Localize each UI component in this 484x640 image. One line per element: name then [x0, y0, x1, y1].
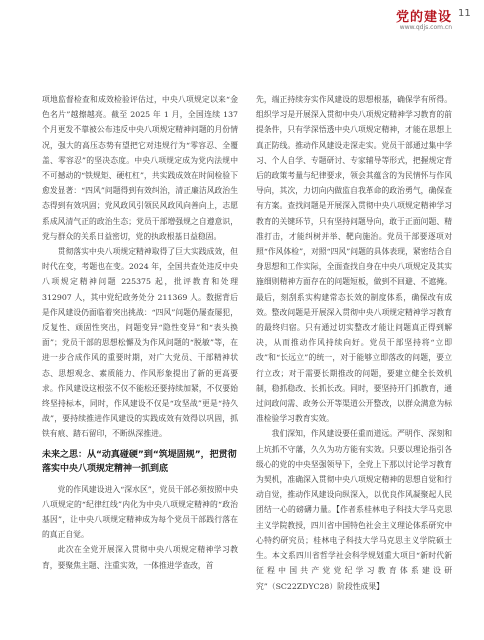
body-paragraph: 党的作风建设进入“深水区”，党员干部必须按照中央八项规定的“纪律红线”内化为中央八项规定精神的“政治基因”，让中央八项规定精神成为每个党员干部践行落在的真正自觉。 — [42, 484, 238, 540]
magazine-url: www.qdjs.com.cn — [399, 24, 452, 31]
page-number: 11 — [458, 8, 471, 19]
body-paragraph: 项地监督检查和成效检验评估过，中央八项规定以来“金色名片”越擦越亮。截至 2025 年 1 月，全国连续 137 个月更发不靠被公布违反中央八项规定精神问题的月份情况，强大的高压态势有望把它对违规行为“零容忍、全覆盖、零容忍”的坚决态度。中央八项规定成为党内法规中不可撼动的“铁规矩、硬杠杠”，共实践成效在时间检验下愈发显著：“四风”问题得到有效纠治，清正廉洁风政治生态得到有效巩固；党风政风引领民风政风向善向上，志愿系成风清气正的政治生态；党员干部增强规之自遵意识，党与群众的关系日益密切，党的执政根基日益稳固。 — [42, 95, 238, 241]
body-paragraph: 贯彻落实中央八项规定精神取得了巨大实践成效，但时代在变，考题也在变。2024 年，全国共查处违反中央八项规定精神问题 225375 起，批评教育和处理 312907 人，其中党纪政务处分 211369 人。数据背后是作风建设仍面临着突出挑战：“四风”问题仍屡查屡犯，反复性、顽固性突出，问题变异“隐性变异”和“表头换面”；党员干部的思想松懈及为作风问题的“脱敏”等，在进一步合成作风的重要时期，对广大党员、干部精神状态、思想观念、素质能力、作风形象提出了新的更高要求。作风建设这根弦不仅不能松还要持续加紧，不仅要始终坚持标本，同时，作风建设不仅是“攻坚战”更是“持久战”，要持续推进作风建设的实践成效有效得以巩固，抓铁有痕、踏石留印，不断纵深推进。 — [42, 247, 238, 439]
body-paragraph: 此次在全党开展深入贯彻中央八项规定精神学习教育，要聚焦主题、注重实效，一体推进学查改，首 — [42, 545, 238, 570]
body-paragraph: 先，端正持续夯实作风建设的思想根基，确保学有所得。组织学习是开展深入贯彻中央八项规定精神学习教育的前提条件，只有学深悟透中央八项规定精神，才能在思想上真正防线。推动作风建设走深走实。党员干部通过集中学习、个人自学、专题研讨、专家辅导等形式，把握规定背后的政策考量与纪律要求，领会其蕴含的为民情怀与作风导向，其次，力切向内做监自我革命的政治勇气，确保查有方案。查找问题是开展深入贯彻中央八项规定精神学习教育的关键环节，只有坚持问题导向，敢于正面问题、精准打击，才能纠树并举、靶向施治。党员干部要逐项对照“作风体检”，对照“四风”问题的具体表现，紧密结合自身思想和工作实际，全面查找自身在中央八项规定及其实施细则精神方面存在的问题短板，做到不回避、不遮掩。最后，刻刮系实构建常态长效的制度体系，确保改有成效。整改问题是开展深入贯彻中央八项规定精神学习教育的最终归宿。只有通过切实整改才能让问题真正得到解决，从而推动作风持续向好。党员干部坚持将“立即改”和“长远立”的统一，对于能够立即落改的问题，要立行立改；对于需要长期推改的问题，要建立健全长效机制，稳抓稳改、长抓长改。同时，要坚持开门抓教育，通过问政问需、政务公开等渠道公开整改，以群众满意为标准检验学习教育实效。 — [256, 95, 452, 424]
body-paragraph: 我们深知，作风建设要任重而道远。严明作、深刻和上坑抓不守藩，久久为功方能有实效。只要以理论指引各级心的党的中央坚强领导下，全党上下那以讨论学习教育为契机，准确深入贯彻中央八项规定精神的思想自觉和行动自觉，推动作风建设向纵深入，以优良作风凝聚起人民团结一心的磅礴力量。【作者系桂林电子科技大学马克思主义学院教授，四川省中国特色社会主义理论体系研究中心特约研究员；桂林电子科技大学马克思主义学院硕士生。本文系四川省哲学社会科学规划重大项目“新时代新征程中国共产党党纪学习教育体系建设研究”（SC22ZDYC28）阶段性成果】 — [256, 429, 452, 591]
magazine-logo: 党的建设 — [395, 10, 452, 25]
left-column — [42, 92, 238, 573]
right-column — [256, 92, 452, 594]
section-heading: 未来之思：从“动真碰硬”到“筑堤固规”，把贯彻落实中央八项规定精神一抓到底 — [42, 449, 237, 474]
